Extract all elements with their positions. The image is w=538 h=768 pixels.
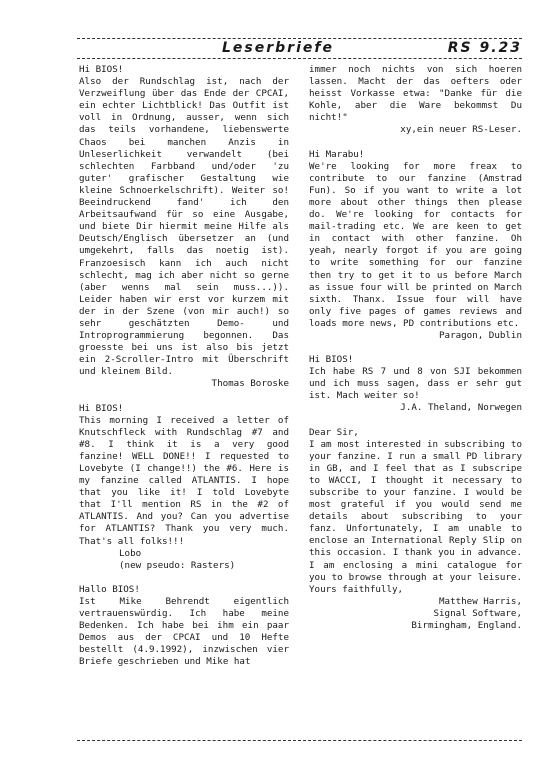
letter xyxy=(309,426,528,633)
section-title: Leserbriefe xyxy=(222,40,334,56)
letter xyxy=(79,402,295,572)
letter-signature: xy,ein neuer RS-Leser. xyxy=(400,124,522,136)
letter-signature: Paragon, Dublin xyxy=(439,329,522,341)
letter-greeting: Hi BIOS! xyxy=(79,64,124,75)
header-rule-top xyxy=(77,38,522,39)
letter-greeting: Dear Sir, xyxy=(309,426,359,438)
letter xyxy=(79,583,295,669)
letter-greeting: Hi BIOS! xyxy=(79,402,124,414)
header-rule-bottom xyxy=(77,58,522,59)
letter-body: This morning I received a letter of Knutschfleck with Rundschlag #7 and #8. I think it is a very good fanzine! WELL DONE!! I requested to Lovebyte (I change!!) the #6. Here is my fanzine called ATLANTIS. I hope that you like it! I told Lovebyte that I'll mention RS in the #2 of ATLANTIS. And you? Can you advertise for ATLANTIS? Thank you very much. That's all folks!!! xyxy=(79,414,295,547)
letter-body: Ich habe RS 7 und 8 von SJI bekommen und ich muss sagen, dass er sehr gut ist. Mach weiter so! xyxy=(309,366,528,402)
letter-signature: Thomas Boroske xyxy=(211,378,289,390)
letter-body: We're looking for more freax to contribute to our fanzine (Amstrad Fun). So if you want to write a lot more about other things then please do. We're looking for contacts for mail-trading etc. We are keen to get in contact with other fanzine. Oh yeah, nearly forgot if you are going to write something for our fanzine then try to get it to us before March as issue four will be printed on March sixth. Thanx. Issue four will have only five pages of games reviews and loads more news, PD contributions etc. xyxy=(309,160,528,329)
letter xyxy=(79,64,295,391)
letter xyxy=(309,148,528,343)
letter-greeting: Hallo BIOS! xyxy=(79,583,140,595)
letter-body: I am most interested in subscribing to your fanzine. I run a small PD library in GB, and I feel that as I subscripe to WACCI, I thought it necessary to subscribe to your fanzine. I would be most grateful if you would send me details about subscribing to your fanz. Unfortunately, I am unable to enclose an International Reply Slip on this occasion. I thank you in advance. I am enclosing a mini catalogue for you to browse through at your leisure. Yours faithfully, xyxy=(309,438,528,595)
letter xyxy=(309,64,528,137)
letter-signature: Matthew Harris, Signal Software, Birmingham, England. xyxy=(411,595,522,632)
letter-signature: Lobo (new pseudo: Rasters) xyxy=(119,547,236,571)
letter-body: immer noch nichts von sich hoeren lassen. Macht der das oefters oder heisst Vorkasse etwa: "Danke für die Kohle, aber die Ware bekommst Du nicht!" xyxy=(309,64,528,124)
issue-number: RS 9.23 xyxy=(447,40,522,56)
letter-signature: J.A. Theland, Norwegen xyxy=(400,402,522,414)
page-header xyxy=(222,40,522,56)
letter-body: Also der Rundschlag ist, nach der Verzweiflung über das Ende der CPCAI, ein echter Lichtblick! Das Outfit ist voll in Ordnung, ausser, wenn sich das teils vorhandene, liebenswerte Chaos bei manchen Anzis in Unleserlichkeit verwandelt (bei schlechten Farbband und/oder 'zu guter' grafischer Gestaltung wie kleine Schnoerkelschrift). Weiter so! Beeindruckend fand' ich den Arbeitsaufwand für so eine Ausgabe, und biete Dir hiermit meine Hilfe als Deutsch/Englisch übersetzer an (und umgekehrt, falls das noetig ist). Franzoesisch kann ich auch nicht schlecht, mag ich aber nicht so gerne (aber wenns mal sein muss...)). Leider haben wir erst vor kurzem mit der in der Szene (von mir auch!) so sehr geschätzten Demo- und Introprogrammierung begonnen. Das groesste bei uns ist also bis jetzt ein 2-Scroller-Intro mit Überschrift und kleinem Bild. xyxy=(79,76,295,378)
right-column xyxy=(309,64,528,644)
letter-greeting: Hi Marabu! xyxy=(309,148,365,160)
letter xyxy=(309,354,528,414)
letter-body: Ist Mike Behrendt eigentlich vertrauenswürdig. Ich habe meine Bedenken. Ich habe bei ihm ein paar Demos aus der CPCAI und 10 Hefte bestellt (4.9.1992), inzwischen vier Briefe geschrieben und Mike hat xyxy=(79,595,295,668)
letter-greeting: Hi BIOS! xyxy=(309,354,354,366)
left-column xyxy=(79,64,295,681)
footer-rule xyxy=(77,740,522,741)
